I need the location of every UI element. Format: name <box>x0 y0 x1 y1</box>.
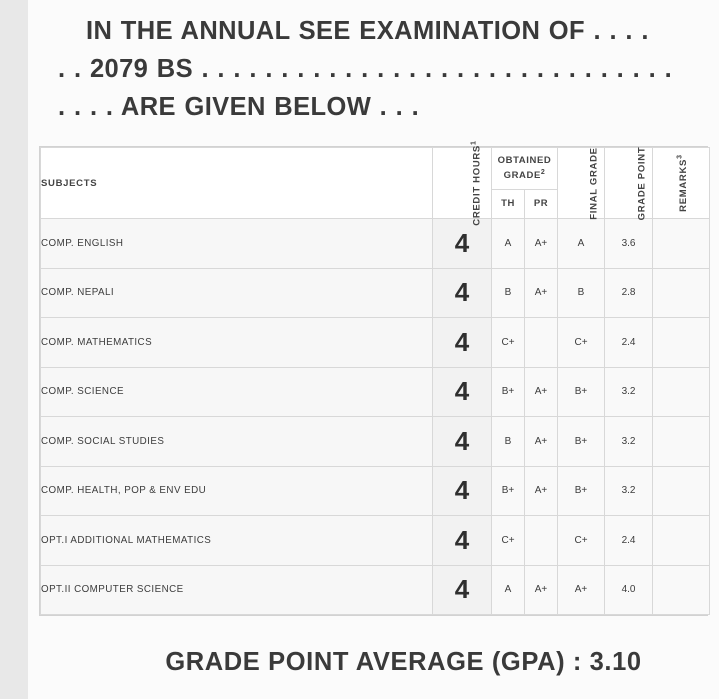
header-obtained-grade-label: OBTAINED GRADE <box>497 154 552 181</box>
cell-subject: COMP. HEALTH, POP & ENV EDU <box>41 466 433 516</box>
header-grade-point-label: GRADE POINT <box>636 146 648 220</box>
cell-final-grade: C+ <box>558 516 605 566</box>
cell-practical-grade: A+ <box>525 466 558 516</box>
header-grade-point <box>605 148 653 219</box>
cell-grade-point: 4.0 <box>605 565 653 615</box>
cell-remarks <box>653 417 710 467</box>
cell-theory-grade: A <box>492 219 525 269</box>
cell-credit-hours: 4 <box>433 367 492 417</box>
cell-remarks <box>653 367 710 417</box>
cell-final-grade: A+ <box>558 565 605 615</box>
header-subjects: SUBJECTS <box>41 148 433 219</box>
cell-credit-hours: 4 <box>433 417 492 467</box>
table-body <box>41 219 710 615</box>
table-row <box>41 466 710 516</box>
header-final-grade <box>558 148 605 219</box>
cell-credit-hours: 4 <box>433 268 492 318</box>
cell-theory-grade: B <box>492 268 525 318</box>
marks-table <box>40 140 710 615</box>
header-final-grade-label: FINAL GRADE <box>588 146 600 220</box>
cell-theory-grade: A <box>492 565 525 615</box>
cell-practical-grade <box>525 318 558 368</box>
cell-grade-point: 2.4 <box>605 318 653 368</box>
cell-grade-point: 2.8 <box>605 268 653 318</box>
cell-practical-grade: A+ <box>525 565 558 615</box>
table-row <box>41 565 710 615</box>
cell-practical-grade <box>525 516 558 566</box>
header-remarks-sup: 3 <box>676 154 684 159</box>
header-th: TH <box>492 189 525 218</box>
header-credit-hours-label: CREDIT HOURS <box>471 144 483 226</box>
page-title <box>28 0 719 126</box>
cell-remarks <box>653 516 710 566</box>
cell-credit-hours: 4 <box>433 516 492 566</box>
cell-credit-hours: 4 <box>433 318 492 368</box>
header-obtained-grade-sup: 2 <box>540 168 546 176</box>
cell-grade-point: 3.2 <box>605 466 653 516</box>
cell-theory-grade: B <box>492 417 525 467</box>
gpa-text: GRADE POINT AVERAGE (GPA) : 3.10 <box>165 648 642 676</box>
cell-theory-grade: C+ <box>492 318 525 368</box>
table-row <box>41 219 710 269</box>
cell-remarks <box>653 268 710 318</box>
cell-final-grade: C+ <box>558 318 605 368</box>
cell-subject: OPT.I ADDITIONAL MATHEMATICS <box>41 516 433 566</box>
cell-credit-hours: 4 <box>433 565 492 615</box>
header-credit-hours-sup: 1 <box>470 140 478 145</box>
cell-final-grade: B+ <box>558 367 605 417</box>
cell-practical-grade: A+ <box>525 219 558 269</box>
cell-final-grade: A <box>558 219 605 269</box>
cell-practical-grade: A+ <box>525 367 558 417</box>
cell-remarks <box>653 219 710 269</box>
heading-line-3: . . . . ARE GIVEN BELOW . . . <box>58 93 420 121</box>
cell-remarks <box>653 318 710 368</box>
table-row <box>41 318 710 368</box>
cell-credit-hours: 4 <box>433 466 492 516</box>
heading-line-2: . . 2079 BS . . . . . . . . . . . . . . . . . . . . . . . . . . . . . . <box>58 55 673 83</box>
cell-credit-hours: 4 <box>433 219 492 269</box>
heading-line-1: IN THE ANNUAL SEE EXAMINATION OF . . . . <box>86 17 649 45</box>
marks-table-container <box>39 140 708 616</box>
cell-subject: COMP. SCIENCE <box>41 367 433 417</box>
table-head <box>41 140 710 226</box>
cell-final-grade: B <box>558 268 605 318</box>
cell-theory-grade: C+ <box>492 516 525 566</box>
cell-theory-grade: B+ <box>492 466 525 516</box>
table-row <box>41 417 710 467</box>
header-pr: PR <box>525 189 558 218</box>
cell-grade-point: 3.2 <box>605 367 653 417</box>
header-obtained-grade <box>492 148 558 190</box>
cell-final-grade: B+ <box>558 466 605 516</box>
cell-remarks <box>653 466 710 516</box>
cell-subject: COMP. SOCIAL STUDIES <box>41 417 433 467</box>
cell-grade-point: 3.6 <box>605 219 653 269</box>
cell-remarks <box>653 565 710 615</box>
cell-practical-grade: A+ <box>525 417 558 467</box>
cell-subject: COMP. NEPALI <box>41 268 433 318</box>
cell-subject: COMP. MATHEMATICS <box>41 318 433 368</box>
cell-subject: OPT.II COMPUTER SCIENCE <box>41 565 433 615</box>
cell-subject: COMP. ENGLISH <box>41 219 433 269</box>
header-remarks <box>653 148 710 219</box>
cell-grade-point: 2.4 <box>605 516 653 566</box>
header-remarks-label: REMARKS <box>677 158 689 212</box>
header-credit-hours <box>433 140 492 226</box>
cell-grade-point: 3.2 <box>605 417 653 467</box>
cell-final-grade: B+ <box>558 417 605 467</box>
cell-theory-grade: B+ <box>492 367 525 417</box>
table-row <box>41 268 710 318</box>
table-row <box>41 516 710 566</box>
marksheet-page <box>28 0 719 699</box>
cell-practical-grade: A+ <box>525 268 558 318</box>
table-row <box>41 367 710 417</box>
